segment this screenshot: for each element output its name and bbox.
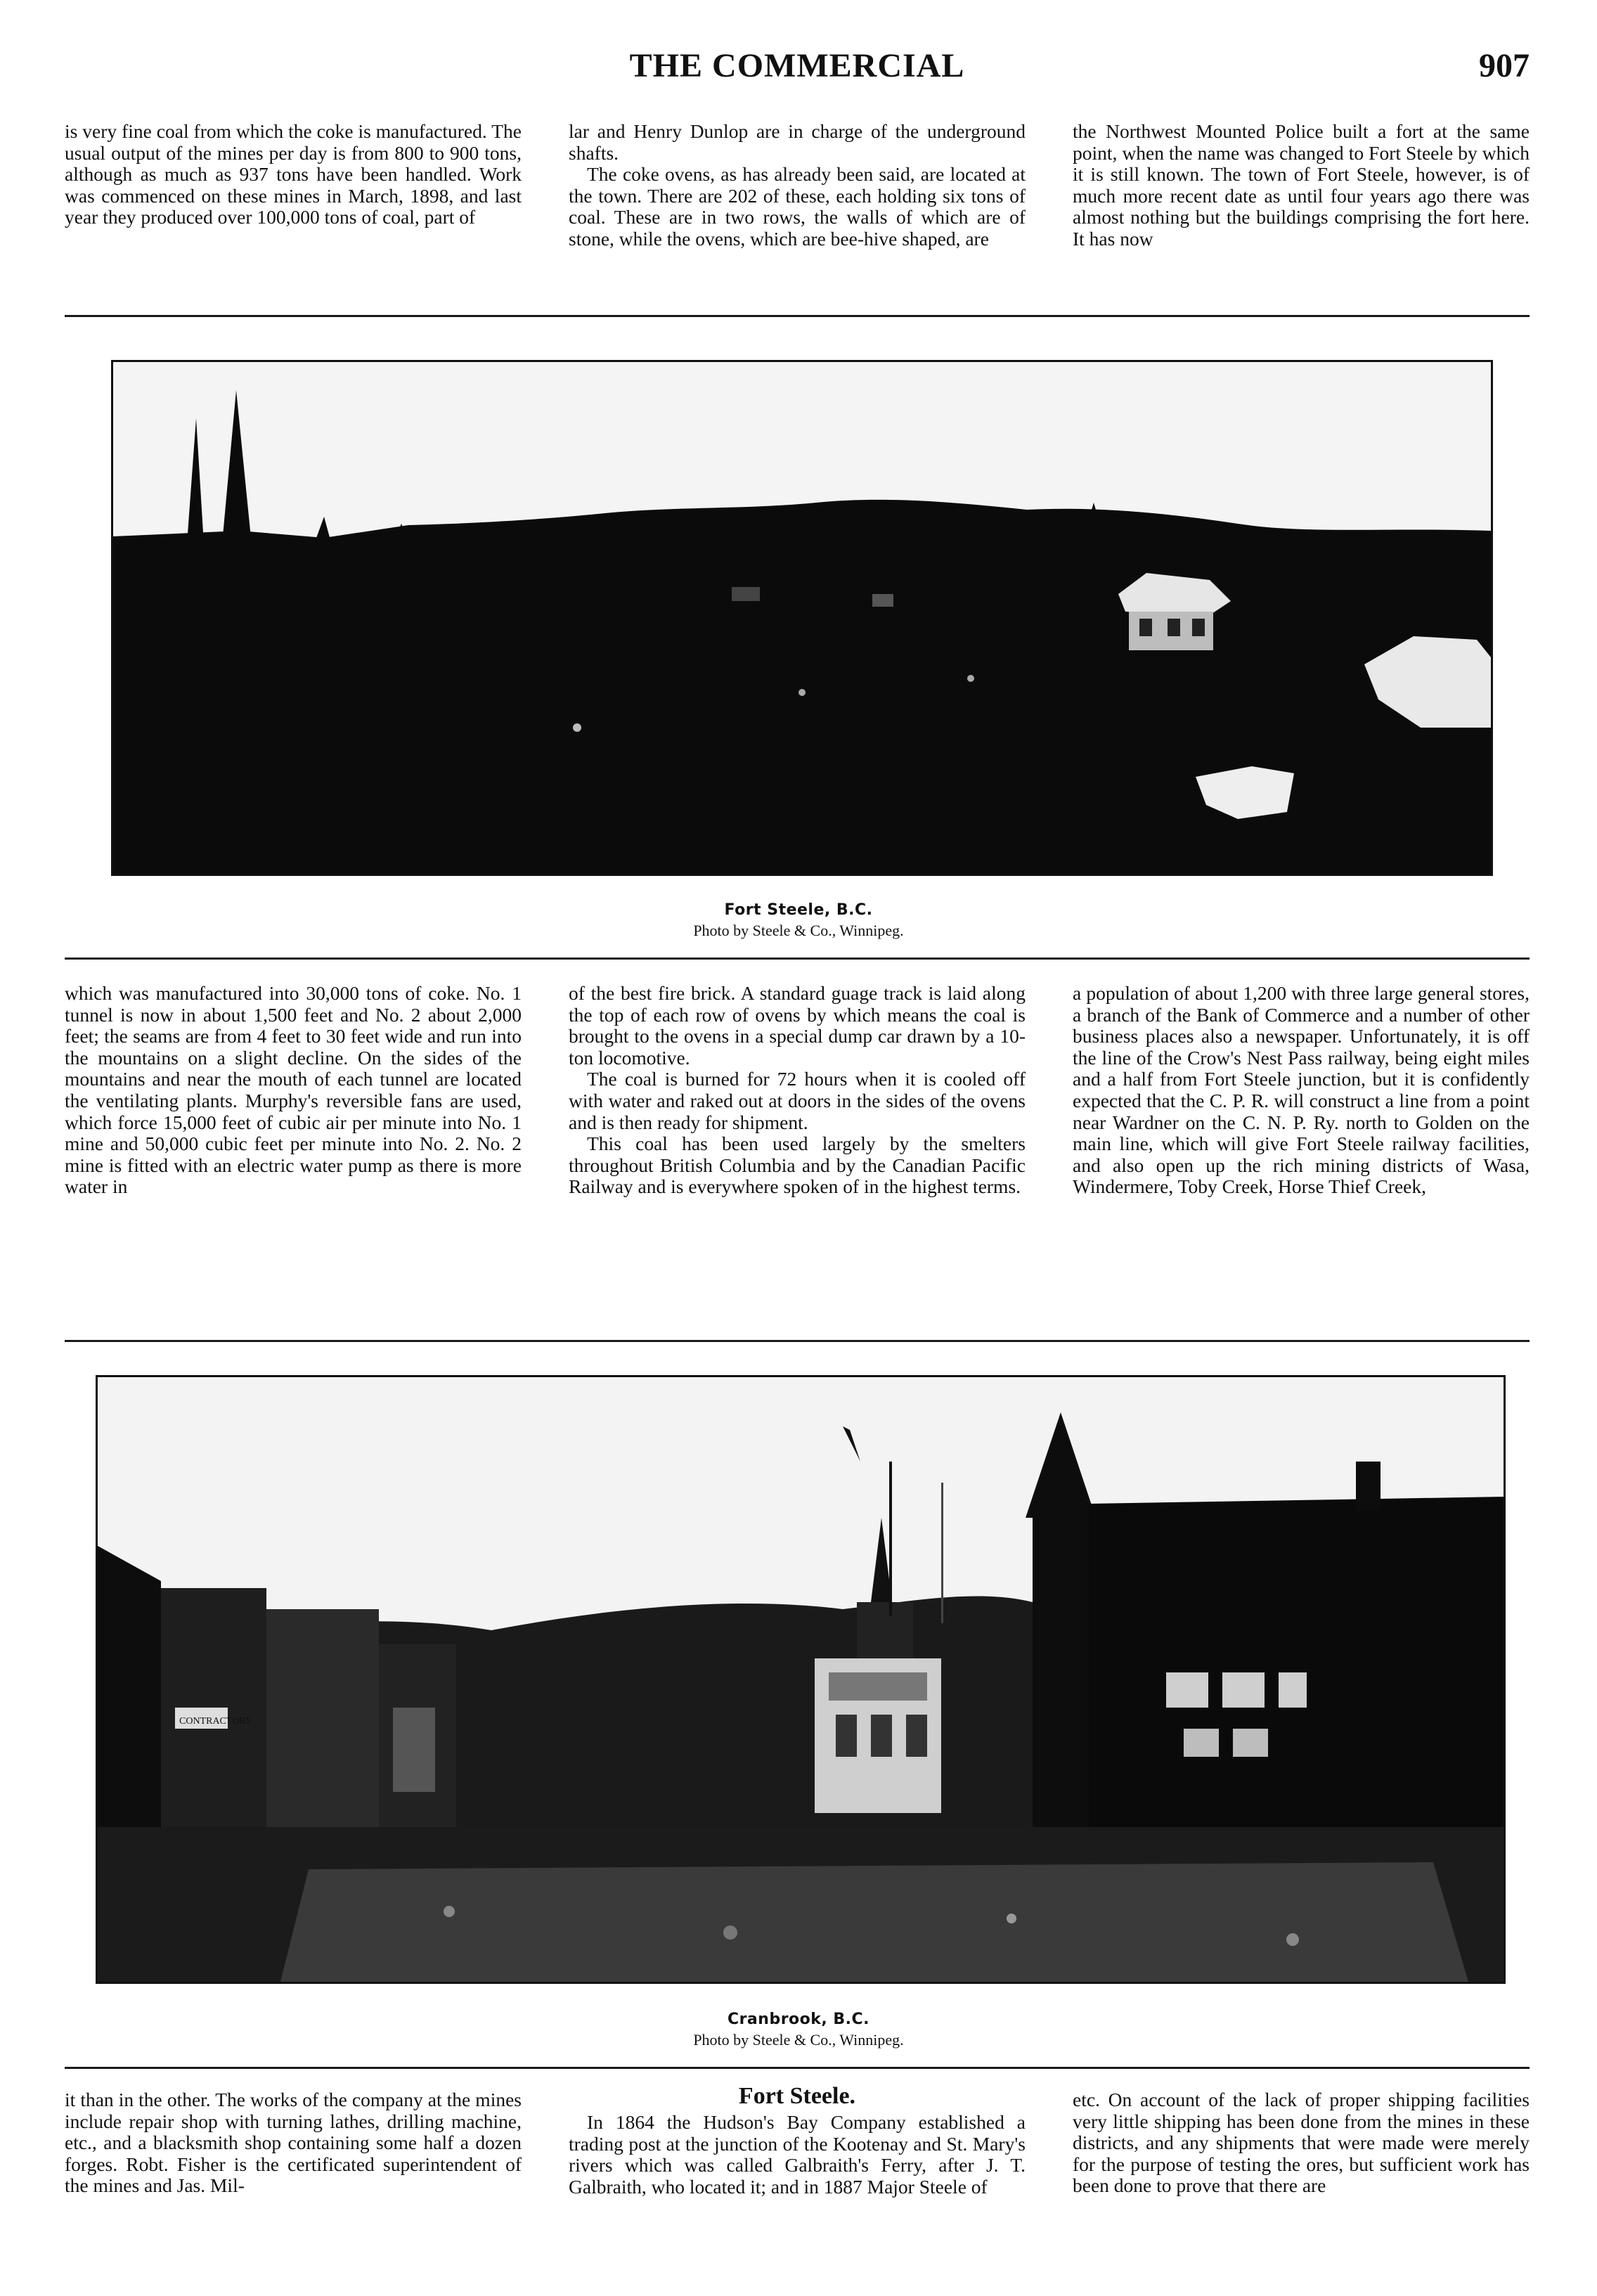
page-number: 907 (1479, 47, 1530, 84)
caption-credit: Photo by Steele & Co., Winnipeg. (693, 922, 904, 939)
horizontal-rule (65, 957, 1530, 960)
top-column-1 (65, 121, 522, 305)
paragraph: is very fine coal from which the coke is manufactured. The usual output of the mines per day is from 800 to 900 tons, although as much as 937 tons have been handled. Work was commenced on these mines in March, 1898, and last year they produced over 100,000 tons of coal, part of (65, 121, 522, 228)
photo-cranbrook (96, 1375, 1506, 1984)
middle-column-1 (65, 983, 522, 1334)
photo-caption-fort-steele (0, 901, 1597, 940)
bottom-column-2 (569, 2082, 1026, 2286)
top-column-3 (1073, 121, 1530, 305)
paragraph: This coal has been used largely by the smelters throughout British Columbia and by the Canadian Pacific Railway and is everywhere spoken of in the highest terms. (569, 1133, 1026, 1198)
middle-text-block (65, 983, 1530, 1334)
photo-fort-steele (111, 360, 1493, 876)
building-sign-text: CONTRACTORS (179, 1716, 252, 1727)
paragraph: The coal is burned for 72 hours when it is cooled off with water and raked out at doors in the sides of the ovens and is then ready for shipment. (569, 1068, 1026, 1133)
paragraph: of the best fire brick. A standard guage track is laid along the top of each row of ovens by which means the coal is brought to the ovens in a special dump car drawn by a 10-ton locomotive. (569, 983, 1026, 1069)
caption-title: Cranbrook, B.C. (727, 2011, 870, 2028)
photo-caption-cranbrook (0, 2011, 1597, 2049)
middle-column-3 (1073, 983, 1530, 1334)
top-text-block (65, 121, 1530, 305)
publication-title: THE COMMERCIAL (629, 47, 965, 84)
cranbrook-street-image (98, 1377, 1504, 1982)
caption-title: Fort Steele, B.C. (724, 901, 873, 919)
top-column-2 (569, 121, 1026, 305)
paragraph: etc. On account of the lack of proper shipping facilities very little shipping has been done from the mines in these districts, and any shipments that were made were merely for the purpose of testing the ores, but sufficient work has been done to prove that there are (1073, 2089, 1530, 2197)
bottom-text-block (65, 2082, 1530, 2286)
page-header (65, 46, 1530, 96)
paragraph: it than in the other. The works of the company at the mines include repair shop with turning lathes, drilling machine, etc., and a blacksmith shop containing some half a dozen forges. Robt. Fisher is the certificated superintendent of the mines and Jas. Mil- (65, 2089, 522, 2197)
paragraph: the Northwest Mounted Police built a fort at the same point, when the name was changed to Fort Steele by which it is still known. The town of Fort Steele, however, is of much more recent date as until four years ago there was almost nothing but the buildings comprising the fort here. It has now (1073, 121, 1530, 250)
bottom-column-1 (65, 2089, 522, 2286)
middle-column-2 (569, 983, 1026, 1334)
bottom-column-3 (1073, 2089, 1530, 2286)
paragraph: which was manufactured into 30,000 tons of coke. No. 1 tunnel is now in about 1,500 feet and No. 2 about 2,000 feet; the seams are from 4 feet to 30 feet wide and run into the mountains on a slight decline. On the sides of the mountains and near the mouth of each tunnel are located the ventilating plants. Murphy's reversible fans are used, which force 15,000 feet of cubic air per minute into No. 1 mine and 50,000 cubic feet per minute into No. 2. No. 2 mine is fitted with an electric water pump as there is more water in (65, 983, 522, 1198)
fort-steele-landscape-image (113, 362, 1491, 874)
paragraph: The coke ovens, as has already been said, are located at the town. There are 202 of these, each holding six tons of coal. These are in two rows, the walls of which are of stone, while the ovens, which are bee-hive shaped, are (569, 163, 1026, 250)
horizontal-rule (65, 2067, 1530, 2069)
paragraph: a population of about 1,200 with three large general stores, a branch of the Bank of Commerce and a number of other business places also a newspaper. Unfortunately, it is off the line of the Crow's Nest Pass railway, being eight miles and a half from Fort Steele junction, but it is confidently expected that the C. P. R. will construct a line from a point near Wardner on the C. N. P. Ry. north to Golden on the main line, which will give Fort Steele railway facilities, and also open up the rich mining districts of Wasa, Windermere, Toby Creek, Horse Thief Creek, (1073, 983, 1530, 1198)
horizontal-rule (65, 1340, 1530, 1342)
paragraph: In 1864 the Hudson's Bay Company established a trading post at the junction of the Kootenay and St. Mary's rivers which was called Galbraith's Ferry, after J. T. Galbraith, who located it; and in 1887 Major Steele of (569, 2111, 1026, 2198)
paragraph: lar and Henry Dunlop are in charge of the underground shafts. (569, 121, 1026, 164)
horizontal-rule (65, 315, 1530, 317)
section-heading-fort-steele: Fort Steele. (738, 2083, 856, 2109)
caption-credit: Photo by Steele & Co., Winnipeg. (693, 2031, 904, 2049)
